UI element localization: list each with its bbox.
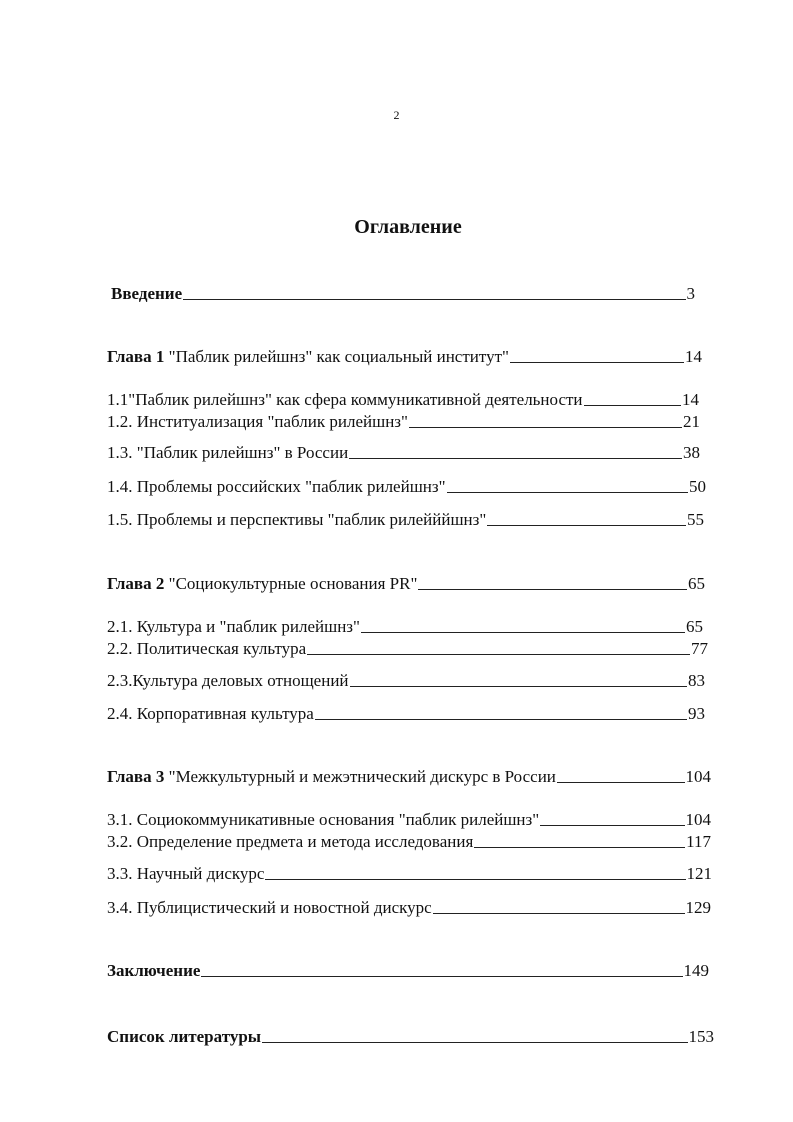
dot-leader: [474, 847, 685, 848]
toc-entry-section-1-1[interactable]: [107, 387, 699, 411]
toc-entry-section-1-3[interactable]: [107, 440, 700, 464]
toc-entry-section-1-2[interactable]: [107, 409, 700, 433]
toc-page-number: 14: [685, 347, 702, 366]
dot-leader: [183, 299, 685, 300]
dot-leader: [201, 976, 682, 977]
dot-leader: [262, 1042, 687, 1043]
dot-leader: [433, 913, 685, 914]
toc-page-number: 3: [686, 284, 695, 303]
chapter-number: Глава 1: [107, 347, 165, 366]
dot-leader: [315, 719, 687, 720]
toc-entry-section-3-1[interactable]: [107, 807, 711, 831]
toc-page-number: 149: [683, 961, 709, 980]
toc-entry-label: 1.3. "Паблик рилейшнз" в России: [107, 443, 349, 462]
toc-entry-label: "Межкультурный и межэтнический дискурс в России: [164, 767, 556, 786]
toc-entry-label: Заключение: [107, 961, 201, 980]
toc-entry-label: 1.1"Паблик рилейшнз" как сфера коммуникативной деятельности: [107, 390, 583, 409]
toc-entry-label: 3.3. Научный дискурс: [107, 864, 265, 883]
toc-entry-label: Список литературы: [107, 1027, 262, 1046]
toc-page-number: 104: [685, 810, 711, 829]
toc-entry-section-2-2[interactable]: [107, 636, 708, 660]
toc-page-number: 117: [686, 832, 711, 851]
toc-entry-label: 2.2. Политическая культура: [107, 639, 307, 658]
toc-page-number: 55: [687, 510, 704, 529]
toc-page-number: 77: [691, 639, 708, 658]
dot-leader: [510, 362, 684, 363]
toc-entry-chapter-3[interactable]: [107, 764, 711, 788]
toc-entry-label: "Паблик рилейшнз" как социальный институт": [164, 347, 509, 366]
toc-entry-label: 3.2. Определение предмета и метода исследования: [107, 832, 474, 851]
toc-entry-label: Введение: [111, 284, 183, 303]
toc-entry-section-3-2[interactable]: [107, 829, 711, 853]
toc-entry-label: 1.4. Проблемы российских "паблик рилейшнз": [107, 477, 446, 496]
toc-page-number: 104: [685, 767, 711, 786]
chapter-number: Глава 3: [107, 767, 165, 786]
dot-leader: [540, 825, 684, 826]
dot-leader: [487, 525, 686, 526]
dot-leader: [350, 686, 687, 687]
toc-entry-label: "Социокультурные основания PR": [164, 574, 418, 593]
page-title: Оглавление: [354, 216, 462, 238]
toc-entry-label: 3.1. Социокоммуникативные основания "паблик рилейшнз": [107, 810, 540, 829]
toc-page-number: 14: [682, 390, 699, 409]
toc-page-number: 93: [688, 704, 705, 723]
dot-leader: [447, 492, 688, 493]
toc-entry-conclusion[interactable]: [107, 958, 709, 982]
dot-leader: [265, 879, 685, 880]
toc-entry-section-2-4[interactable]: [107, 701, 705, 725]
page-number: 2: [393, 108, 400, 122]
toc-entry-chapter-1[interactable]: [107, 344, 702, 368]
toc-page-number: 121: [686, 864, 712, 883]
dot-leader: [557, 782, 685, 783]
toc-entry-references[interactable]: [107, 1024, 714, 1048]
dot-leader: [418, 589, 687, 590]
dot-leader: [361, 632, 685, 633]
toc-entry-label: 2.4. Корпоративная культура: [107, 704, 314, 723]
toc-page-number: 38: [683, 443, 700, 462]
chapter-number: Глава 2: [107, 574, 165, 593]
toc-entry-chapter-2[interactable]: [107, 571, 705, 595]
toc-entry-section-1-5[interactable]: [107, 507, 704, 531]
toc-page-number: 50: [689, 477, 706, 496]
toc-entry-introduction[interactable]: [111, 281, 695, 305]
toc-entry-label: 2.3.Культура деловых отнощений: [107, 671, 349, 690]
toc-entry-label: 1.5. Проблемы и перспективы "паблик рилейййшнз": [107, 510, 487, 529]
toc-page-number: 65: [688, 574, 705, 593]
dot-leader: [409, 427, 682, 428]
toc-page-number: 153: [688, 1027, 714, 1046]
dot-leader: [307, 654, 690, 655]
toc-entry-section-3-3[interactable]: [107, 861, 712, 885]
toc-entry-section-3-4[interactable]: [107, 895, 711, 919]
toc-entry-section-1-4[interactable]: [107, 474, 706, 498]
toc-entry-label: 1.2. Институализация "паблик рилейшнз": [107, 412, 408, 431]
toc-entry-label: 2.1. Культура и "паблик рилейшнз": [107, 617, 360, 636]
toc-page-number: 65: [686, 617, 703, 636]
toc-entry-section-2-3[interactable]: [107, 668, 705, 692]
dot-leader: [349, 458, 682, 459]
toc-page-number: 129: [685, 898, 711, 917]
toc-entry-section-2-1[interactable]: [107, 614, 703, 638]
dot-leader: [584, 405, 681, 406]
toc-page-number: 83: [688, 671, 705, 690]
toc-page-number: 21: [683, 412, 700, 431]
toc-entry-label: 3.4. Публицистический и новостной дискурс: [107, 898, 432, 917]
